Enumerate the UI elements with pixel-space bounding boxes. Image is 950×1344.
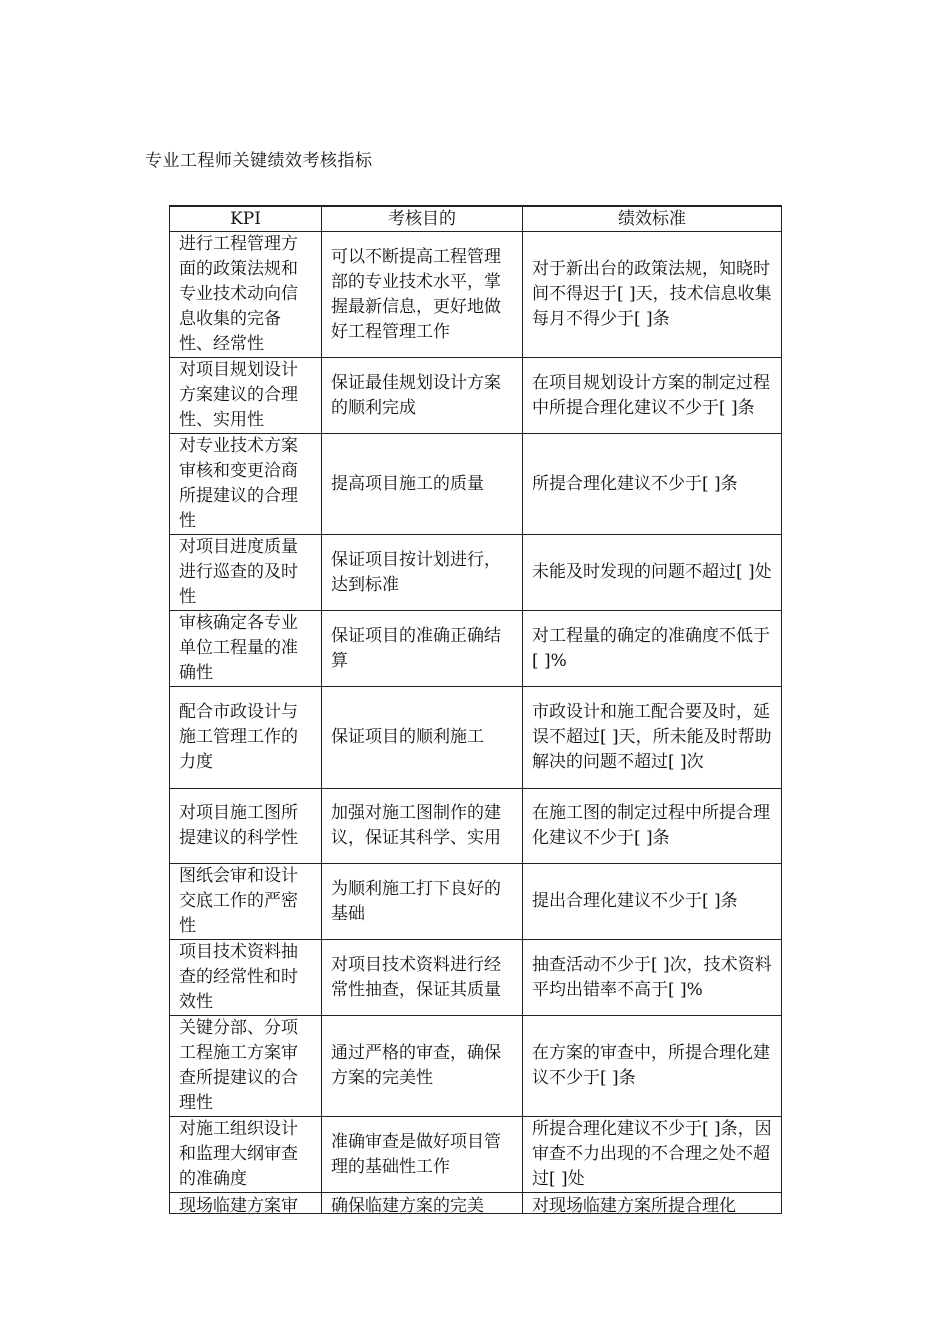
- standard-cell: 市政设计和施工配合要及时，延误不超过[ ]天，所未能及时帮助解决的问题不超过[ ]次: [523, 687, 782, 789]
- kpi-table: [169, 205, 782, 1214]
- header-kpi: KPI: [170, 206, 322, 232]
- kpi-cell: 图纸会审和设计交底工作的严密性: [170, 864, 322, 940]
- table-row: [170, 687, 782, 789]
- table-row: [170, 940, 782, 1016]
- table-row: [170, 358, 782, 434]
- kpi-cell: 对施工组织设计和监理大纲审查的准确度: [170, 1117, 322, 1193]
- kpi-cell: 对项目进度质量进行巡查的及时性: [170, 535, 322, 611]
- purpose-cell: 保证最佳规划设计方案的顺利完成: [322, 358, 523, 434]
- standard-cell: 所提合理化建议不少于[ ]条，因审查不力出现的不合理之处不超过[ ]处: [523, 1117, 782, 1193]
- table-row: [170, 1117, 782, 1193]
- purpose-cell: 可以不断提高工程管理部的专业技术水平，掌握最新信息，更好地做好工程管理工作: [322, 232, 523, 358]
- kpi-cell: 对专业技术方案审核和变更洽商所提建议的合理性: [170, 434, 322, 535]
- kpi-cell: 审核确定各专业单位工程量的准确性: [170, 611, 322, 687]
- table-row-partial: [170, 1193, 782, 1214]
- standard-cell: 抽查活动不少于[ ]次，技术资料平均出错率不高于[ ]%: [523, 940, 782, 1016]
- purpose-cell: 准确审查是做好项目管理的基础性工作: [322, 1117, 523, 1193]
- standard-cell: 未能及时发现的问题不超过[ ]处: [523, 535, 782, 611]
- document-title: 专业工程师关键绩效考核指标: [145, 151, 373, 171]
- purpose-cell: 为顺利施工打下良好的基础: [322, 864, 523, 940]
- purpose-cell: 保证项目的顺利施工: [322, 687, 523, 789]
- standard-cell: 所提合理化建议不少于[ ]条: [523, 434, 782, 535]
- purpose-cell: 确保临建方案的完美: [331, 1196, 484, 1213]
- purpose-cell: 保证项目按计划进行，达到标准: [322, 535, 523, 611]
- table-header-row: [170, 206, 782, 232]
- standard-cell: 在方案的审查中，所提合理化建议不少于[ ]条: [523, 1016, 782, 1117]
- table-row: [170, 611, 782, 687]
- standard-cell: 对工程量的确定的准确度不低于[ ]%: [523, 611, 782, 687]
- purpose-cell: 保证项目的准确正确结算: [322, 611, 523, 687]
- table-row: [170, 535, 782, 611]
- purpose-cell: 提高项目施工的质量: [322, 434, 523, 535]
- standard-cell: 在项目规划设计方案的制定过程中所提合理化建议不少于[ ]条: [523, 358, 782, 434]
- standard-cell: 对现场临建方案所提合理化: [532, 1196, 736, 1213]
- standard-cell: 对于新出台的政策法规，知晓时间不得迟于[ ]天，技术信息收集每月不得少于[ ]条: [523, 232, 782, 358]
- header-purpose: 考核目的: [322, 206, 523, 232]
- kpi-cell: 对项目规划设计方案建议的合理性、实用性: [170, 358, 322, 434]
- purpose-cell: 通过严格的审查，确保方案的完美性: [322, 1016, 523, 1117]
- table-row: [170, 232, 782, 358]
- table-row: [170, 1016, 782, 1117]
- table-row: [170, 864, 782, 940]
- kpi-cell: 对项目施工图所提建议的科学性: [170, 789, 322, 864]
- kpi-cell: 配合市政设计与施工管理工作的力度: [170, 687, 322, 789]
- kpi-cell: 项目技术资料抽查的经常性和时效性: [170, 940, 322, 1016]
- standard-cell: 提出合理化建议不少于[ ]条: [523, 864, 782, 940]
- kpi-cell: 关键分部、分项工程施工方案审查所提建议的合理性: [170, 1016, 322, 1117]
- kpi-cell: 进行工程管理方面的政策法规和专业技术动向信息收集的完备性、经常性: [170, 232, 322, 358]
- table-row: [170, 434, 782, 535]
- header-standard: 绩效标准: [523, 206, 782, 232]
- kpi-cell: 现场临建方案审: [179, 1196, 298, 1213]
- purpose-cell: 加强对施工图制作的建议，保证其科学、实用: [322, 789, 523, 864]
- purpose-cell: 对项目技术资料进行经常性抽查，保证其质量: [322, 940, 523, 1016]
- standard-cell: 在施工图的制定过程中所提合理化建议不少于[ ]条: [523, 789, 782, 864]
- table-row: [170, 789, 782, 864]
